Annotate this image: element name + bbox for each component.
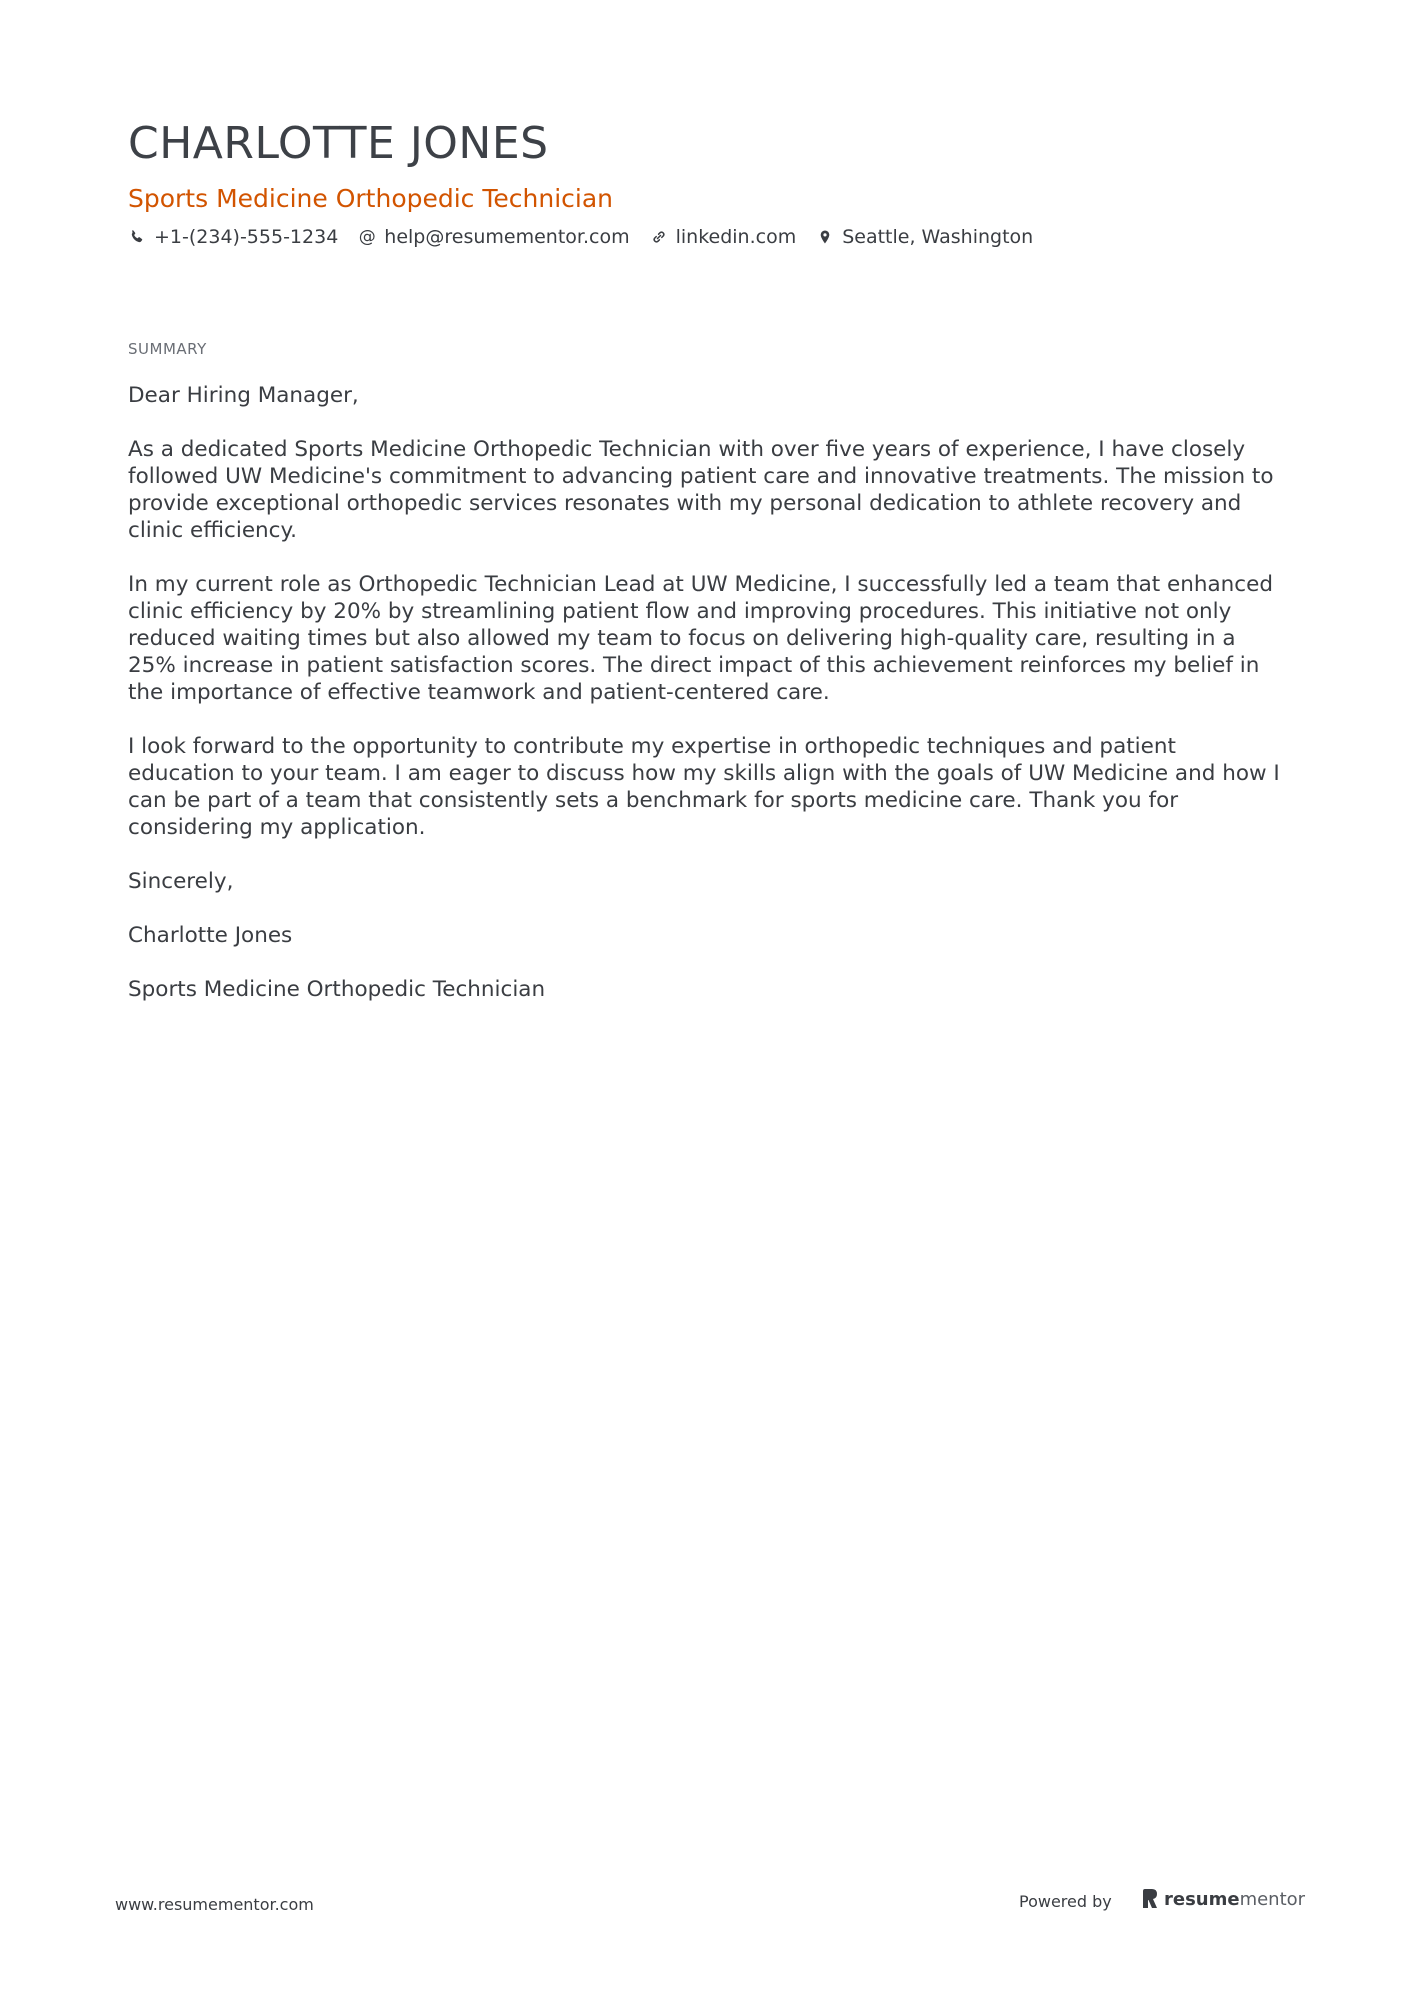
phone-text: +1-(234)-555-1234: [154, 226, 339, 248]
letter-paragraph: In my current role as Orthopedic Technician Lead at UW Medicine, I successfully led a team that enhanced clinic efficiency by 20% by streamlining patient flow and improving procedures. This initiative not only reduced waiting times but also allowed my team to focus on delivering high-quality care, resulting in a 25% increase in patient satisfaction scores. The direct impact of this achievement reinforces my belief in the importance of effective teamwork and patient-centered care.: [128, 572, 1273, 705]
phone-icon: [128, 228, 146, 246]
brand-name-part1: resume: [1164, 1888, 1240, 1910]
signature-name: Charlotte Jones: [128, 923, 293, 948]
signature-title: Sports Medicine Orthopedic Technician: [128, 977, 546, 1002]
link-text[interactable]: linkedin.com: [675, 226, 797, 248]
footer-website-link[interactable]: www.resumementor.com: [115, 1895, 314, 1914]
email-text[interactable]: help@resumementor.com: [384, 226, 630, 248]
applicant-role: Sports Medicine Orthopedic Technician: [128, 184, 614, 213]
location-pin-icon: [816, 228, 834, 246]
letter-paragraph: As a dedicated Sports Medicine Orthopedic Technician with over five years of experience, I have closely followed UW Medicine's commitment to advancing patient care and innovative treatments. The mission to provide exceptional orthopedic services resonates with my personal dedication to athlete recovery and clinic efficiency.: [128, 437, 1274, 543]
letter-paragraph: I look forward to the opportunity to contribute my expertise in orthopedic techniques and patient education to your team. I am eager to discuss how my skills align with the goals of UW Medicine and how I can be part of a team that consistently sets a benchmark for sports medicine care. Thank you for considering my application.: [128, 734, 1280, 840]
brand-logo[interactable]: [1141, 1888, 1305, 1910]
contact-bar: [128, 226, 1053, 248]
section-heading-summary: SUMMARY: [128, 340, 207, 358]
link-icon: [650, 228, 668, 246]
letter-body: [128, 382, 1288, 1030]
letter-greeting: Dear Hiring Manager,: [128, 383, 359, 408]
brand-name-part2: mentor: [1239, 1888, 1306, 1910]
contact-email[interactable]: [358, 226, 629, 248]
at-icon: @: [358, 227, 376, 247]
contact-location: [816, 226, 1033, 248]
letter-closing: Sincerely,: [128, 869, 234, 894]
resumementor-logo-icon: [1141, 1888, 1159, 1910]
contact-link[interactable]: [650, 226, 797, 248]
contact-phone: [128, 226, 338, 248]
location-text: Seattle, Washington: [842, 226, 1034, 248]
applicant-name: CHARLOTTE JONES: [128, 118, 549, 169]
powered-by-label: Powered by: [1019, 1892, 1112, 1911]
